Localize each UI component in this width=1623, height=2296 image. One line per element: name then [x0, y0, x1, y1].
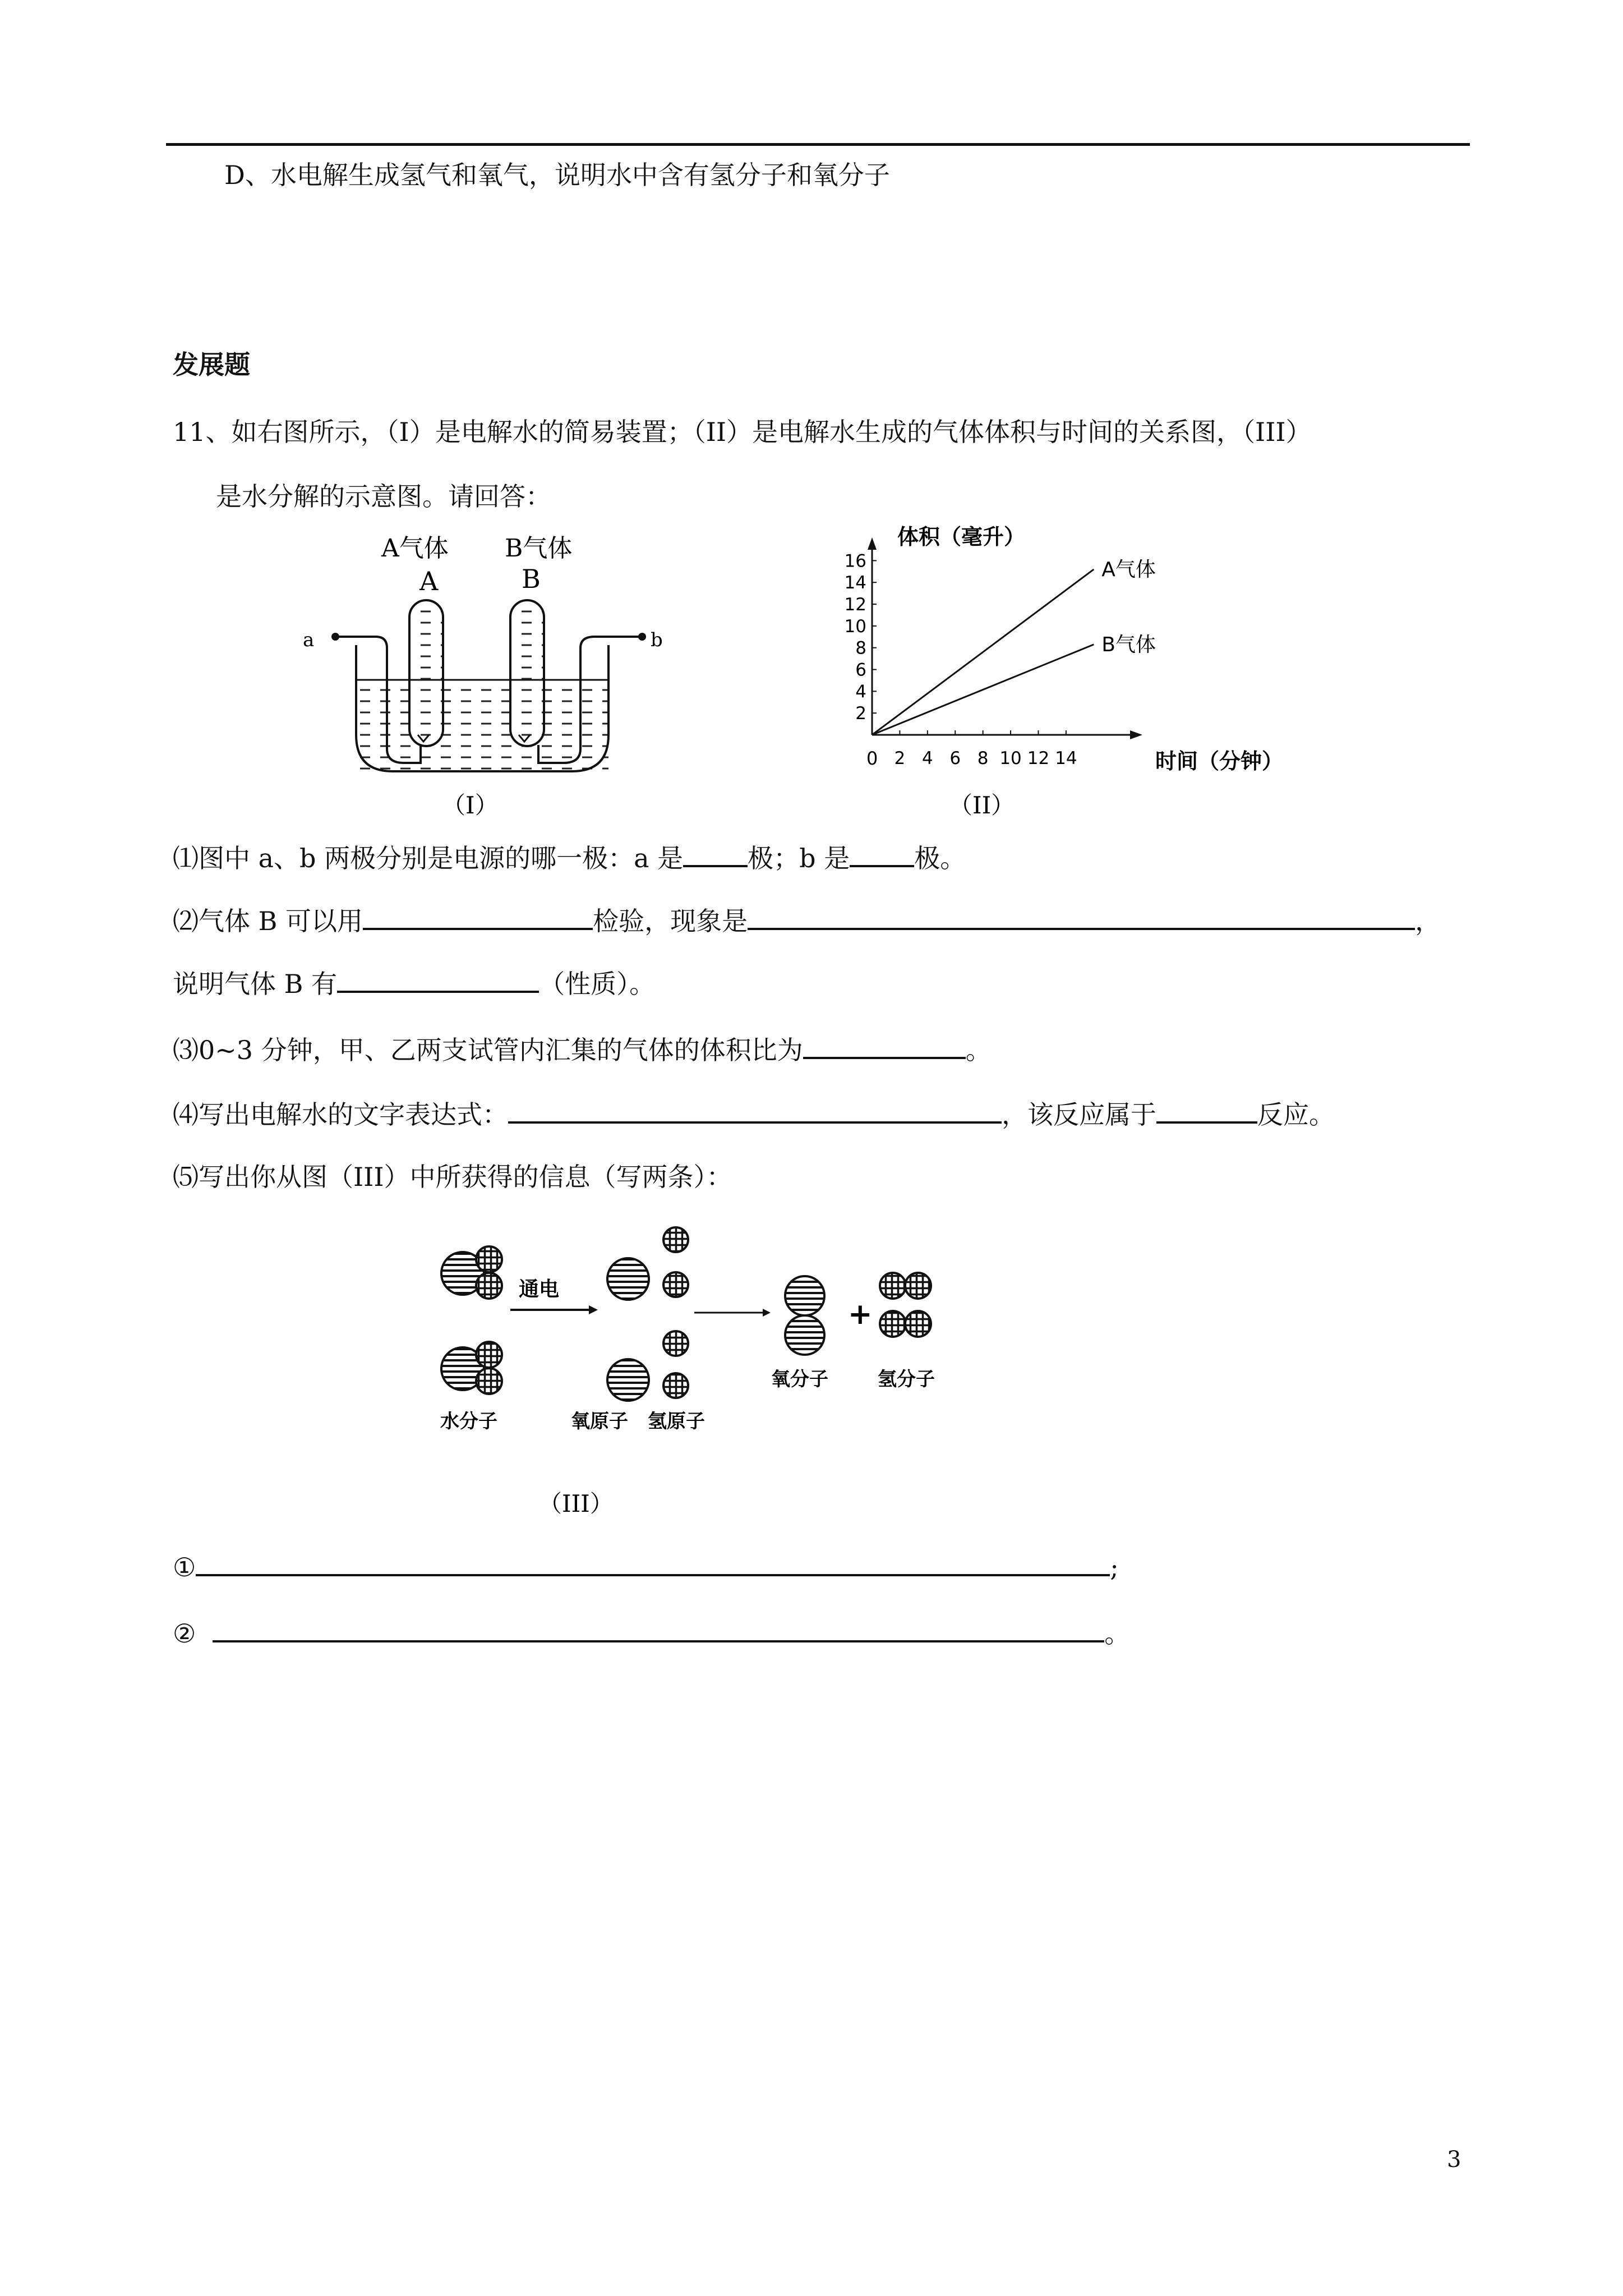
chart-x-tick-label: 2: [894, 748, 906, 769]
electrolysis-apparatus-figure: [297, 527, 701, 819]
chart-y-tick-label: 16: [844, 551, 866, 572]
sub-question-2b: [173, 966, 655, 1001]
chart-y-tick-label: 2: [855, 703, 866, 724]
blank-word-equation[interactable]: [508, 1097, 1002, 1124]
chart-x-tick-label: 8: [977, 748, 989, 769]
answer-1-blank[interactable]: [196, 1549, 1110, 1576]
oxygen-atom-1: [607, 1258, 649, 1300]
blank-property[interactable]: [337, 966, 539, 993]
hydrogen-atom-4: [663, 1373, 688, 1398]
chart-series-line-1: [872, 569, 1094, 735]
sub-question-5: ⑸写出你从图（III）中所获得的信息（写两条）：: [173, 1162, 732, 1192]
electrode-b-label: b: [651, 629, 663, 651]
label-hydrogen-atom: 氢原子: [648, 1410, 705, 1433]
answer-1-end: ;: [1110, 1552, 1119, 1582]
sub2b-text: 说明气体 B 有: [173, 969, 338, 999]
water-molecule-2: [441, 1342, 502, 1394]
sub-question-4: [173, 1097, 1335, 1131]
electrolysis-arrow-label: 通电: [519, 1278, 560, 1301]
tube-a-label: A: [419, 566, 439, 596]
answer-2-marker: ②: [173, 1618, 196, 1649]
question-line-1: 11、如右图所示，（I）是电解水的简易装置；（II）是电解水生成的气体体积与时间的关系图，（III）: [173, 417, 1312, 447]
trough-water: [357, 680, 608, 770]
answer-line-2: [173, 1616, 1130, 1650]
chart-y-tick-label: 14: [844, 573, 866, 593]
electrode-a-label: a: [303, 629, 315, 651]
chart-y-tick-label: 10: [844, 616, 866, 637]
sub2-mid: 检验，现象是: [593, 906, 748, 936]
sub-question-3: [173, 1032, 992, 1067]
combination-arrowhead: [763, 1309, 771, 1317]
sub3-post: 。: [965, 1035, 992, 1065]
blank-a-pole[interactable]: [683, 840, 748, 867]
blank-volume-ratio[interactable]: [803, 1032, 966, 1059]
chart-y-tick-label: 4: [855, 682, 866, 702]
chart-y-tick-label: 8: [855, 638, 866, 659]
blank-b-pole[interactable]: [850, 840, 914, 867]
electrolysis-arrowhead: [589, 1305, 598, 1314]
sub3-text: ⑶0~3 分钟，甲、乙两支试管内汇集的气体的体积比为: [173, 1035, 803, 1065]
figure-3-caption: （III）: [538, 1490, 614, 1517]
water-molecule-1: [441, 1246, 502, 1299]
chart-x-tick-label: 12: [1027, 748, 1050, 769]
question-line-2: 是水分解的示意图。请回答：: [216, 481, 551, 512]
label-oxygen-molecule: 氧分子: [771, 1368, 828, 1391]
sub4-mid: ，该反应属于: [1002, 1099, 1156, 1130]
hydrogen-molecule-2: [880, 1311, 931, 1337]
blank-reaction-type[interactable]: [1156, 1097, 1257, 1124]
test-tube-b: [510, 600, 544, 746]
chart-series-label-1: A气体: [1101, 558, 1156, 581]
chart-x-axis-arrow: [1130, 730, 1142, 739]
chart-x-tick-label: 14: [1055, 748, 1077, 769]
sub1-mid: 极；b 是: [748, 843, 850, 873]
blank-phenomenon[interactable]: [748, 903, 1415, 930]
oxygen-atom-2: [607, 1359, 649, 1401]
sub1-post: 极。: [914, 843, 966, 873]
sub2b-post: （性质）。: [539, 969, 656, 999]
hydrogen-atom-3: [663, 1331, 688, 1356]
chart-x-tick-label: 6: [949, 748, 961, 769]
gas-volume-chart: [819, 513, 1324, 822]
chart-x-tick-label: 10: [999, 748, 1022, 769]
label-a-gas: A气体: [381, 534, 449, 563]
answer-2-blank[interactable]: [213, 1616, 1104, 1642]
option-d: D、水电解生成氢气和氧气，说明水中含有氢分子和氧分子: [224, 160, 890, 190]
sub1-text: ⑴图中 a、b 两极分别是电源的哪一极：a 是: [173, 843, 684, 873]
chart-ylabel: 体积（毫升）: [897, 524, 1026, 549]
sub4-text: ⑷写出电解水的文字表达式：: [173, 1099, 508, 1130]
header-rule: [166, 143, 1470, 146]
sub2-text: ⑵气体 B 可以用: [173, 906, 363, 936]
sub2-post: ，: [1415, 906, 1441, 936]
chart-series-line-2: [872, 645, 1094, 735]
chart-y-axis-arrow: [868, 537, 877, 550]
answer-line-1: [173, 1549, 1119, 1584]
page-number: 3: [1447, 2147, 1461, 2173]
chart-series-label-2: B气体: [1101, 633, 1156, 656]
label-oxygen-atom: 氧原子: [571, 1410, 628, 1433]
section-title: 发展题: [173, 349, 250, 380]
figure-1-caption: （I）: [442, 792, 499, 819]
tube-b-label: B: [522, 564, 541, 594]
figure-2-caption: （II）: [949, 792, 1015, 819]
sub-question-1: [173, 840, 966, 875]
test-tube-a: [409, 600, 443, 746]
chart-xlabel: 时间（分钟）: [1155, 749, 1284, 774]
plus-sign: +: [848, 1297, 873, 1331]
water-decomposition-figure: [426, 1217, 987, 1531]
chart-y-tick-label: 12: [844, 595, 866, 615]
sub4-post: 反应。: [1257, 1099, 1335, 1130]
label-hydrogen-molecule: 氢分子: [878, 1368, 935, 1391]
chart-y-tick-label: 6: [855, 660, 866, 680]
answer-2-end: 。: [1104, 1618, 1131, 1649]
label-b-gas: B气体: [505, 534, 573, 563]
hydrogen-atom-1: [663, 1227, 688, 1252]
chart-origin-label: 0: [866, 748, 878, 769]
hydrogen-molecule-1: [880, 1273, 931, 1299]
hydrogen-atom-2: [663, 1272, 688, 1297]
answer-1-marker: ①: [173, 1552, 196, 1582]
chart-x-tick-label: 4: [921, 748, 933, 769]
label-water-molecule: 水分子: [440, 1410, 497, 1433]
sub-question-2: [173, 903, 1441, 938]
blank-test-method[interactable]: [363, 903, 593, 930]
oxygen-molecule: [785, 1276, 824, 1355]
